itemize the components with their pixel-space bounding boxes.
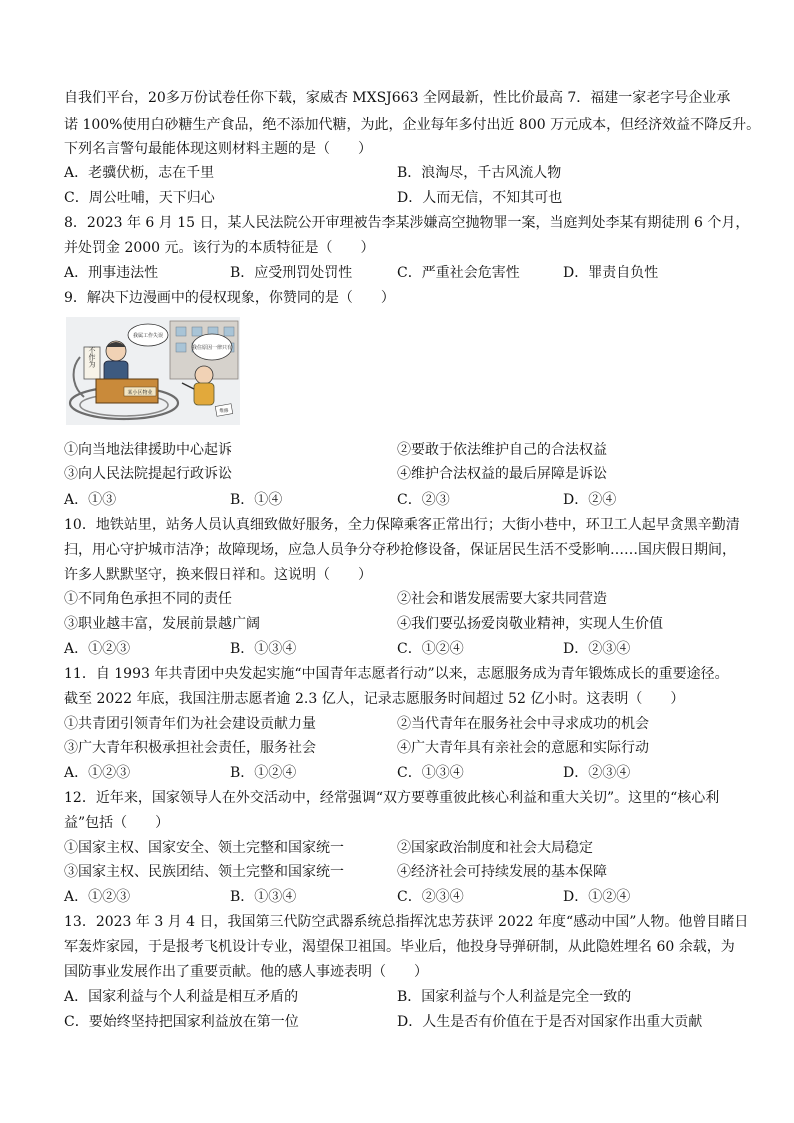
q13-option-a[interactable]: A．国家利益与个人利益是相互矛盾的 — [64, 989, 299, 1005]
q8-stem-line2: 并处罚金 2000 元。该行为的本质特征是（ ） — [64, 240, 375, 256]
q9-option-d[interactable]: D．②④ — [563, 492, 617, 508]
q10-stem-line1: 10．地铁站里，站务人员认真细致做好服务，全力保障乘客正常出行；大街小巷中，环卫工人起早贪黑辛勤清 — [64, 517, 740, 533]
q9-statement-2: ②要敢于依法维护自己的合法权益 — [397, 442, 607, 458]
q12-option-d[interactable]: D．①②④ — [563, 889, 631, 905]
q11-statement-1: ①共青团引领青年们为社会建设贡献力量 — [64, 716, 316, 732]
q11-statement-3: ③广大青年积极承担社会责任，服务社会 — [64, 740, 316, 756]
q8-option-b[interactable]: B．应受刑罚处罚性 — [230, 265, 353, 281]
q9-option-b[interactable]: B．①④ — [230, 492, 283, 508]
q12-option-a[interactable]: A．①②③ — [64, 889, 131, 905]
q11-statement-4: ④广大青年具有亲社会的意愿和实际行动 — [397, 740, 649, 756]
q11-stem-line2: 截至 2022 年底，我国注册志愿者逾 2.3 亿人，记录志愿服务时间超过 52 亿小时。这表明（ ） — [64, 691, 685, 707]
q11-option-b[interactable]: B．①②④ — [230, 765, 297, 781]
q12-statement-3: ③国家主权、民族团结、领土完整和国家统一 — [64, 864, 344, 880]
q10-statement-3: ③职业越丰富，发展前景越广阔 — [64, 616, 260, 632]
q7-option-a[interactable]: A．老骥伏枥，志在千里 — [64, 165, 215, 181]
q11-option-d[interactable]: D．②③④ — [563, 765, 631, 781]
q9-option-c[interactable]: C．②③ — [397, 492, 450, 508]
q10-statement-2: ②社会和谐发展需要大家共同营造 — [397, 591, 607, 607]
q12-stem-line1: 12．近年来，国家领导人在外交活动中，经常强调“双方要尊重彼此核心利益和重大关切”。这里的“核心利 — [64, 790, 720, 806]
q12-option-c[interactable]: C．②③④ — [397, 889, 464, 905]
q8-option-c[interactable]: C．严重社会危害性 — [397, 265, 520, 281]
q12-statement-1: ①国家主权、国家安全、领土完整和国家统一 — [64, 840, 344, 856]
q9-option-a[interactable]: A．①③ — [64, 492, 117, 508]
q9-statement-3: ③向人民法院提起行政诉讼 — [64, 466, 232, 482]
q7-stem-line3: 下列名言警句最能体现这则材料主题的是（ ） — [64, 141, 372, 157]
q11-option-a[interactable]: A．①②③ — [64, 765, 131, 781]
q9-statement-1: ①向当地法律援助中心起诉 — [64, 442, 232, 458]
q13-option-c[interactable]: C．要始终坚持把国家利益放在第一位 — [64, 1014, 299, 1030]
cartoon-sign-text: 不作为 — [88, 346, 96, 368]
q12-option-b[interactable]: B．①③④ — [230, 889, 297, 905]
q7-option-b[interactable]: B．浪淘尽，千古风流人物 — [397, 165, 562, 181]
q7-stem-line1: 自我们平台，20多万份试卷任你下载，家威杏 MXSJ663 全网最新，性比价最高 7．福建一家老字号企业承 — [64, 90, 731, 106]
q12-statement-2: ②国家政治制度和社会大局稳定 — [397, 840, 593, 856]
q9-stem: 9．解决下边漫画中的侵权现象，你赞同的是（ ） — [64, 290, 395, 306]
q10-stem-line3: 许多人默默坚守，换来假日祥和。这说明（ ） — [64, 567, 372, 583]
q7-option-d[interactable]: D．人而无信，不知其可也 — [397, 190, 563, 206]
q8-option-a[interactable]: A．刑事违法性 — [64, 265, 159, 281]
cartoon-desk-label: 某小区物业 — [127, 390, 153, 396]
q10-stem-line2: 扫，用心守护城市洁净；故障现场，应急人员争分夺秒抢修设备，保证居民生活不受影响……国庆假日期间， — [64, 542, 736, 558]
q12-stem-line2: 益”包括（ ） — [64, 815, 170, 831]
q9-cartoon-image — [66, 317, 240, 425]
q11-statement-2: ②当代青年在服务社会中寻求成功的机会 — [397, 716, 649, 732]
cartoon-bubble-resident: 我住原因一律只有 — [191, 345, 233, 351]
cartoon-paper-label: 维修 — [219, 409, 229, 414]
q10-option-a[interactable]: A．①②③ — [64, 641, 131, 657]
q7-option-c[interactable]: C．周公吐哺，天下归心 — [64, 190, 215, 206]
q11-stem-line1: 11．自 1993 年共青团中央发起实施“中国青年志愿者行动”以来，志愿服务成为青年锻炼成长的重要途径。 — [64, 666, 729, 682]
q10-statement-4: ④我们要弘扬爱岗敬业精神，实现人生价值 — [397, 616, 663, 632]
q8-stem-line1: 8．2023 年 6 月 15 日，某人民法院公开审理被告李某涉嫌高空抛物罪一案，当庭判处李某有期徒刑 6 个月， — [64, 215, 750, 231]
q10-option-c[interactable]: C．①②④ — [397, 641, 464, 657]
q13-stem-line1: 13．2023 年 3 月 4 日，我国第三代防空武器系统总指挥沈忠芳获评 2022 年度“感动中国”人物。他曾目睹日 — [64, 914, 749, 930]
q7-stem-line2: 诺 100%使用白砂糖生产食品，绝不添加代糖，为此，企业每年多付出近 800 万元成本，但经济效益不降反升。 — [64, 117, 761, 133]
q10-option-d[interactable]: D．②③④ — [563, 641, 631, 657]
q8-option-d[interactable]: D．罪责自负性 — [563, 265, 659, 281]
q13-option-d[interactable]: D．人生是否有价值在于是否对国家作出重大贡献 — [397, 1014, 703, 1030]
q13-stem-line2: 军轰炸家园，于是报考飞机设计专业，渴望保卫祖国。毕业后，他投身导弹研制，从此隐姓埋名 60 余载，为 — [64, 939, 735, 955]
q11-option-c[interactable]: C．①③④ — [397, 765, 464, 781]
q9-statement-4: ④维护合法权益的最后屏障是诉讼 — [397, 466, 607, 482]
q13-stem-line3: 国防事业发展作出了重要贡献。他的感人事迹表明（ ） — [64, 964, 428, 980]
q10-statement-1: ①不同角色承担不同的责任 — [64, 591, 232, 607]
q12-statement-4: ④经济社会可持续发展的基本保障 — [397, 864, 607, 880]
cartoon-bubble-official: 我属工作失误 — [132, 333, 164, 339]
q10-option-b[interactable]: B．①③④ — [230, 641, 297, 657]
q13-option-b[interactable]: B．国家利益与个人利益是完全一致的 — [397, 989, 632, 1005]
